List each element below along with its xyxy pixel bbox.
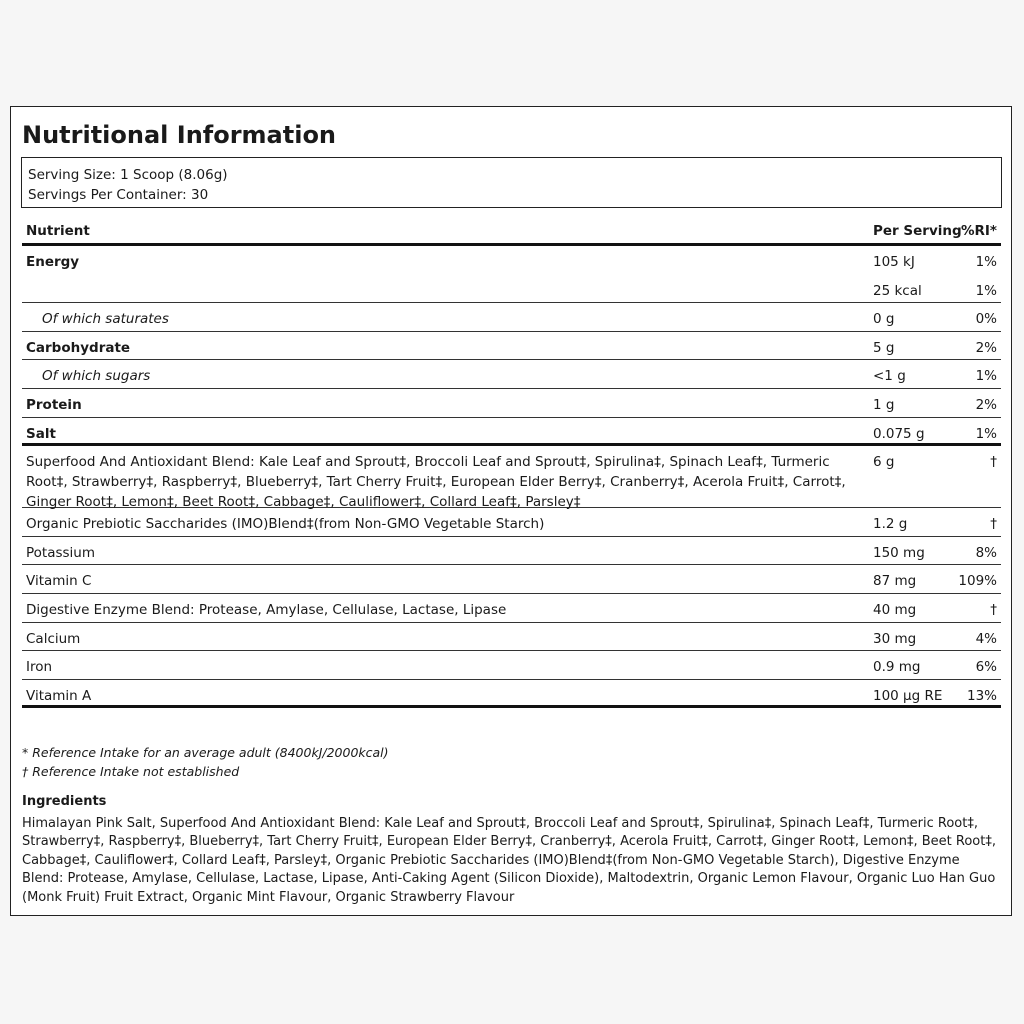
table-row bbox=[22, 623, 1001, 652]
table-row bbox=[22, 389, 1001, 418]
ri-value: 13% bbox=[966, 687, 997, 704]
per-serving-value: 40 mg bbox=[873, 601, 917, 618]
ri-value: † bbox=[990, 454, 997, 471]
nutrient-name: Vitamin A bbox=[26, 687, 92, 704]
nutrient-name: Protein bbox=[26, 396, 82, 413]
table-row bbox=[22, 418, 1001, 447]
ri-value: 6% bbox=[975, 659, 997, 676]
per-serving-value: 0 g bbox=[873, 311, 895, 328]
ri-value: † bbox=[990, 601, 997, 618]
nutrient-name: Energy bbox=[26, 254, 80, 270]
ri-value: 109% bbox=[958, 573, 997, 590]
nutrient-name: Of which saturates bbox=[42, 311, 169, 328]
ri-value: † bbox=[990, 516, 997, 533]
per-serving-value: 5 g bbox=[873, 339, 895, 356]
per-serving-value: 100 µg RE bbox=[873, 687, 943, 704]
nutrient-name: Of which sugars bbox=[42, 368, 151, 385]
ri-value: 2% bbox=[975, 339, 997, 356]
ri-value: 1% bbox=[975, 254, 997, 270]
ri-value: 4% bbox=[975, 630, 997, 647]
per-serving-value: 6 g bbox=[873, 454, 895, 471]
page-title: Nutritional Information bbox=[22, 121, 337, 149]
ingredients-title: Ingredients bbox=[22, 794, 107, 809]
header-per-serving: Per Serving bbox=[873, 223, 962, 239]
ri-value: 1% bbox=[975, 282, 997, 299]
nutrient-name: Calcium bbox=[26, 630, 81, 647]
table-row bbox=[22, 594, 1001, 623]
nutrient-name: Potassium bbox=[26, 544, 96, 561]
nutrient-name: Salt bbox=[26, 425, 56, 442]
table-row bbox=[22, 246, 1001, 275]
ri-not-established-footnote: † Reference Intake not established bbox=[22, 764, 240, 779]
table-row bbox=[22, 508, 1001, 537]
nutrition-table bbox=[22, 217, 1001, 708]
table-row bbox=[22, 303, 1001, 332]
nutrition-panel bbox=[10, 106, 1012, 916]
table-row bbox=[22, 275, 1001, 304]
per-serving-value: 150 mg bbox=[873, 544, 925, 561]
table-row bbox=[22, 446, 1001, 511]
table-row bbox=[22, 537, 1001, 566]
per-serving-value: 105 kJ bbox=[873, 254, 915, 270]
nutrient-name: Digestive Enzyme Blend: Protease, Amylase, Cellulase, Lactase, Lipase bbox=[26, 601, 507, 618]
nutrient-name: Superfood And Antioxidant Blend: Kale Leaf and Sprout‡, Broccoli Leaf and Sprout‡, Spirulina‡, Spinach Leaf‡, Turmeric Root‡, Strawberry‡, Raspberry‡, Blueberry‡, Tart Cherry Fruit‡, European Elder Berry‡, Cranberry‡, Acerola Fruit‡, Carrot‡, Ginger Root‡, Lemon‡, Beet Root‡, Cabbage‡, Cauliflower‡, Collard Leaf‡, Parsley‡ bbox=[26, 454, 846, 511]
ingredients-text: Himalayan Pink Salt, Superfood And Antioxidant Blend: Kale Leaf and Sprout‡, Broccoli Leaf and Sprout‡, Spirulina‡, Spinach Leaf‡, Turmeric Root‡, Strawberry‡, Raspberry‡, Blueberry‡, Tart Cherry Fruit‡, European Elder Berry‡, Cranberry‡, Acerola Fruit‡, Carrot‡, Ginger Root‡, Lemon‡, Beet Root‡, Cabbage‡, Cauliflower‡, Collard Leaf‡, Parsley‡, Organic Prebiotic Saccharides (IMO)Blend‡(from Non-GMO Vegetable Starch), Digestive Enzyme Blend: Protease, Amylase, Cellulase, Lactase, Lipase, Anti-Caking Agent (Silicon Dioxide), Maltodextrin, Organic Lemon Flavour, Organic Luo Han Guo (Monk Fruit) Fruit Extract, Organic Mint Flavour, Organic Strawberry Flavour bbox=[22, 816, 996, 905]
header-ri: %RI* bbox=[960, 223, 997, 239]
ri-value: 8% bbox=[975, 544, 997, 561]
nutrient-name: Carbohydrate bbox=[26, 339, 131, 356]
servings-per-container: Servings Per Container: 30 bbox=[28, 187, 209, 203]
ri-value: 1% bbox=[975, 425, 997, 442]
per-serving-value: 1 g bbox=[873, 396, 895, 413]
per-serving-value: 25 kcal bbox=[873, 282, 922, 299]
per-serving-value: <1 g bbox=[873, 368, 906, 385]
nutrient-name: Organic Prebiotic Saccharides (IMO)Blend‡(from Non-GMO Vegetable Starch) bbox=[26, 516, 545, 533]
per-serving-value: 0.075 g bbox=[873, 425, 925, 442]
per-serving-value: 0.9 mg bbox=[873, 659, 921, 676]
table-row bbox=[22, 651, 1001, 680]
ri-value: 1% bbox=[975, 368, 997, 385]
table-row bbox=[22, 680, 1001, 709]
table-row bbox=[22, 360, 1001, 389]
per-serving-value: 1.2 g bbox=[873, 516, 908, 533]
ri-footnote: * Reference Intake for an average adult (8400kJ/2000kcal) bbox=[22, 745, 389, 760]
table-row bbox=[22, 565, 1001, 594]
per-serving-value: 30 mg bbox=[873, 630, 917, 647]
serving-info-box bbox=[21, 157, 1002, 208]
serving-size: Serving Size: 1 Scoop (8.06g) bbox=[28, 167, 228, 183]
footnotes bbox=[22, 743, 389, 781]
table-row bbox=[22, 332, 1001, 361]
header-nutrient: Nutrient bbox=[26, 223, 90, 239]
table-header-row bbox=[22, 217, 1001, 246]
ri-value: 0% bbox=[975, 311, 997, 328]
per-serving-value: 87 mg bbox=[873, 573, 917, 590]
ri-value: 2% bbox=[975, 396, 997, 413]
nutrient-name: Iron bbox=[26, 659, 53, 676]
nutrient-name: Vitamin C bbox=[26, 573, 92, 590]
